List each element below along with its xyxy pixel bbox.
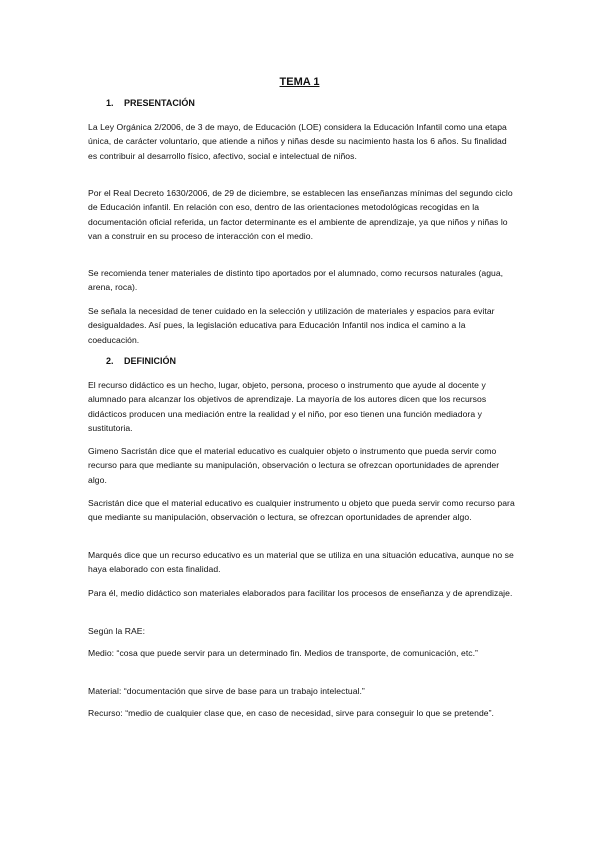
- section-heading-definicion: [106, 356, 176, 366]
- paragraph-desigualdades: Se señala la necesidad de tener cuidado en la selección y utilización de materiales y espacios para evitar desigualdades. Así pues, la legislación educativa para Educación Infantil nos indica el camino a la coeducación.: [88, 306, 495, 345]
- paragraph-def-material: Material: “documentación que sirve de base para un trabajo intelectual.”: [88, 686, 365, 696]
- section-label: PRESENTACIÓN: [124, 98, 195, 108]
- paragraph-materiales: Se recomienda tener materiales de distinto tipo aportados por el alumnado, como recursos naturales (agua, arena, roca).: [88, 268, 504, 293]
- paragraph-marques: Marqués dice que un recurso educativo es un material que se utiliza en una situación educativa, aunque no se haya elaborado con esta finalidad.: [88, 550, 514, 575]
- paragraph-def-recurso: Recurso: “medio de cualquier clase que, en caso de necesidad, sirve para conseguir lo que se pretende”.: [88, 708, 494, 718]
- section-heading-presentacion: [106, 98, 195, 108]
- paragraph-def-medio: Medio: “cosa que puede servir para un determinado fin. Medios de transporte, de comunicación, etc.”: [88, 648, 478, 658]
- paragraph-real-decreto: Por el Real Decreto 1630/2006, de 29 de diciembre, se establecen las enseñanzas mínimas del segundo ciclo de Educación infantil. En relación con eso, dentro de las orientaciones metodológicas recogidas en la documentación oficial referida, un factor determinante es el ambiente de aprendizaje, ya que niños y niñas lo van a construir en su proceso de interacción con el medio.: [88, 188, 513, 241]
- paragraph-segun-rae: Según la RAE:: [88, 626, 146, 636]
- paragraph-loe: La Ley Orgánica 2/2006, de 3 de mayo, de Educación (LOE) considera la Educación Infantil como una etapa única, de carácter voluntario, que atiende a niños y niñas desde su nacimiento hasta los 6 años. Su finalidad es contribuir al desarrollo físico, afectivo, social e intelectual de niños.: [88, 122, 507, 161]
- section-number: 2.: [106, 356, 114, 366]
- paragraph-sacristan: Sacristán dice que el material educativo es cualquier instrumento u objeto que pueda servir como recurso para que mediante su manipulación, observación o lectura, se ofrezcan oportunidades de aprender algo.: [88, 498, 515, 523]
- paragraph-medio-didactico: Para él, medio didáctico son materiales elaborados para facilitar los procesos de enseñanza y de aprendizaje.: [88, 588, 513, 598]
- section-number: 1.: [106, 98, 114, 108]
- paragraph-gimeno-sacristan: Gimeno Sacristán dice que el material educativo es cualquier objeto o instrumento que pueda servir como recurso para que mediante su manipulación, observación o lectura se ofrezcan oportunidades de aprender algo.: [88, 446, 500, 485]
- document-title: TEMA 1: [279, 76, 320, 88]
- paragraph-recurso-didactico: El recurso didáctico es un hecho, lugar, objeto, persona, proceso o instrumento que ayude al docente y alumnado para alcanzar los objetivos de aprendizaje. La mayoría de los autores dicen que los recursos didácticos producen una mediación entre la realidad y el niño, por eso tienen una función mediadora y sustitutoria.: [88, 380, 487, 433]
- section-label: DEFINICIÓN: [124, 356, 177, 366]
